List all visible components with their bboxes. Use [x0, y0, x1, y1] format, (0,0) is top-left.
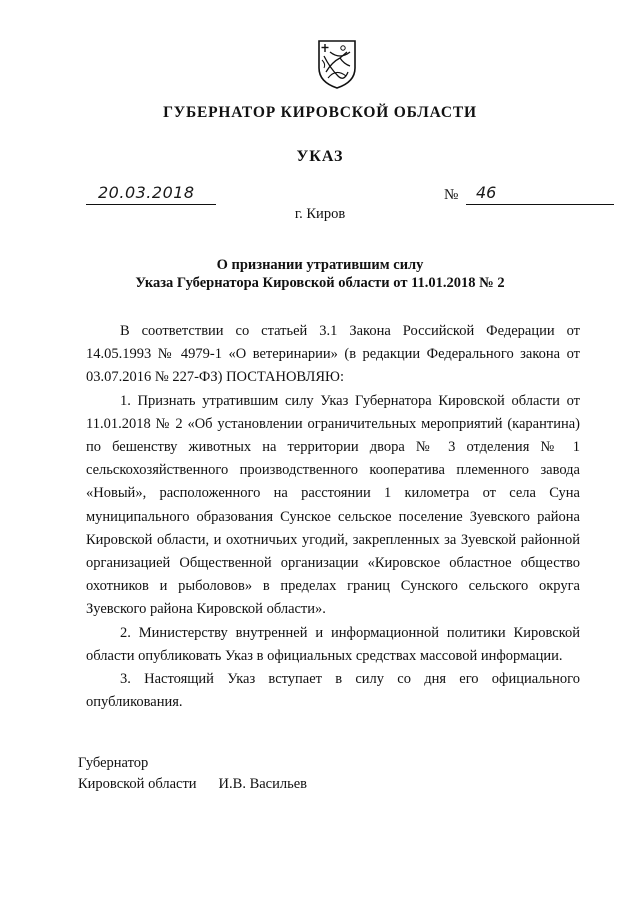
- document-number: 46: [476, 183, 497, 202]
- title-line-1: О признании утратившим силу: [216, 257, 424, 273]
- document-date: 20.03.2018: [98, 183, 195, 202]
- signatory-position-region: Кировской области: [78, 776, 197, 792]
- issuing-authority: ГУБЕРНАТОР КИРОВСКОЙ ОБЛАСТИ: [163, 104, 477, 121]
- city-of-issue: г. Киров: [294, 206, 346, 222]
- item-2-paragraph: 2. Министерству внутренней и информационной политики Кировской области опубликовать Указ в официальных средствах массовой информации.: [86, 624, 580, 664]
- title-line-2: Указа Губернатора Кировской области от 11.01.2018 № 2: [135, 275, 505, 291]
- signatory-name: И.В. Васильев: [218, 776, 307, 792]
- document-title: [70, 256, 570, 292]
- item-3-paragraph: 3. Настоящий Указ вступает в силу со дня его официального опубликования.: [86, 671, 580, 711]
- preamble-paragraph: В соответствии со статьей 3.1 Закона Российской Федерации от 14.05.1993 № 4979-1 «О ветеринарии» (в редакции Федерального закона от 03.07.2016 № 227-ФЗ) ПОСТАНОВЛЯЮ:: [86, 323, 580, 386]
- signatory-position-line-1: Губернатор: [78, 755, 149, 771]
- document-type: УКАЗ: [296, 148, 344, 165]
- coat-of-arms-icon: [316, 38, 358, 90]
- signature-block: [78, 753, 307, 795]
- item-1-paragraph: 1. Признать утратившим силу Указ Губернатора Кировской области от 11.01.2018 № 2 «Об установлении ограничительных мероприятий (карантина) по бешенству животных на территории двора № 3 отделения № 1 сельскохозяйственного производственного кооператива племенного завода «Новый», расположенного на расстоянии 1 километра от села Суна муниципального образования Сунское сельское поселение Зуевского района Кировской области, и охотничьих угодий, закрепленных за Зуевской районной организацией Общественной организации «Кировское областное общество охотников и рыболовов» в пределах границ Сунского сельского округа Зуевского района Кировской области».: [86, 392, 580, 618]
- document-body: [86, 320, 580, 714]
- signatory-position-line-2: [78, 774, 307, 795]
- number-sign: №: [444, 187, 459, 203]
